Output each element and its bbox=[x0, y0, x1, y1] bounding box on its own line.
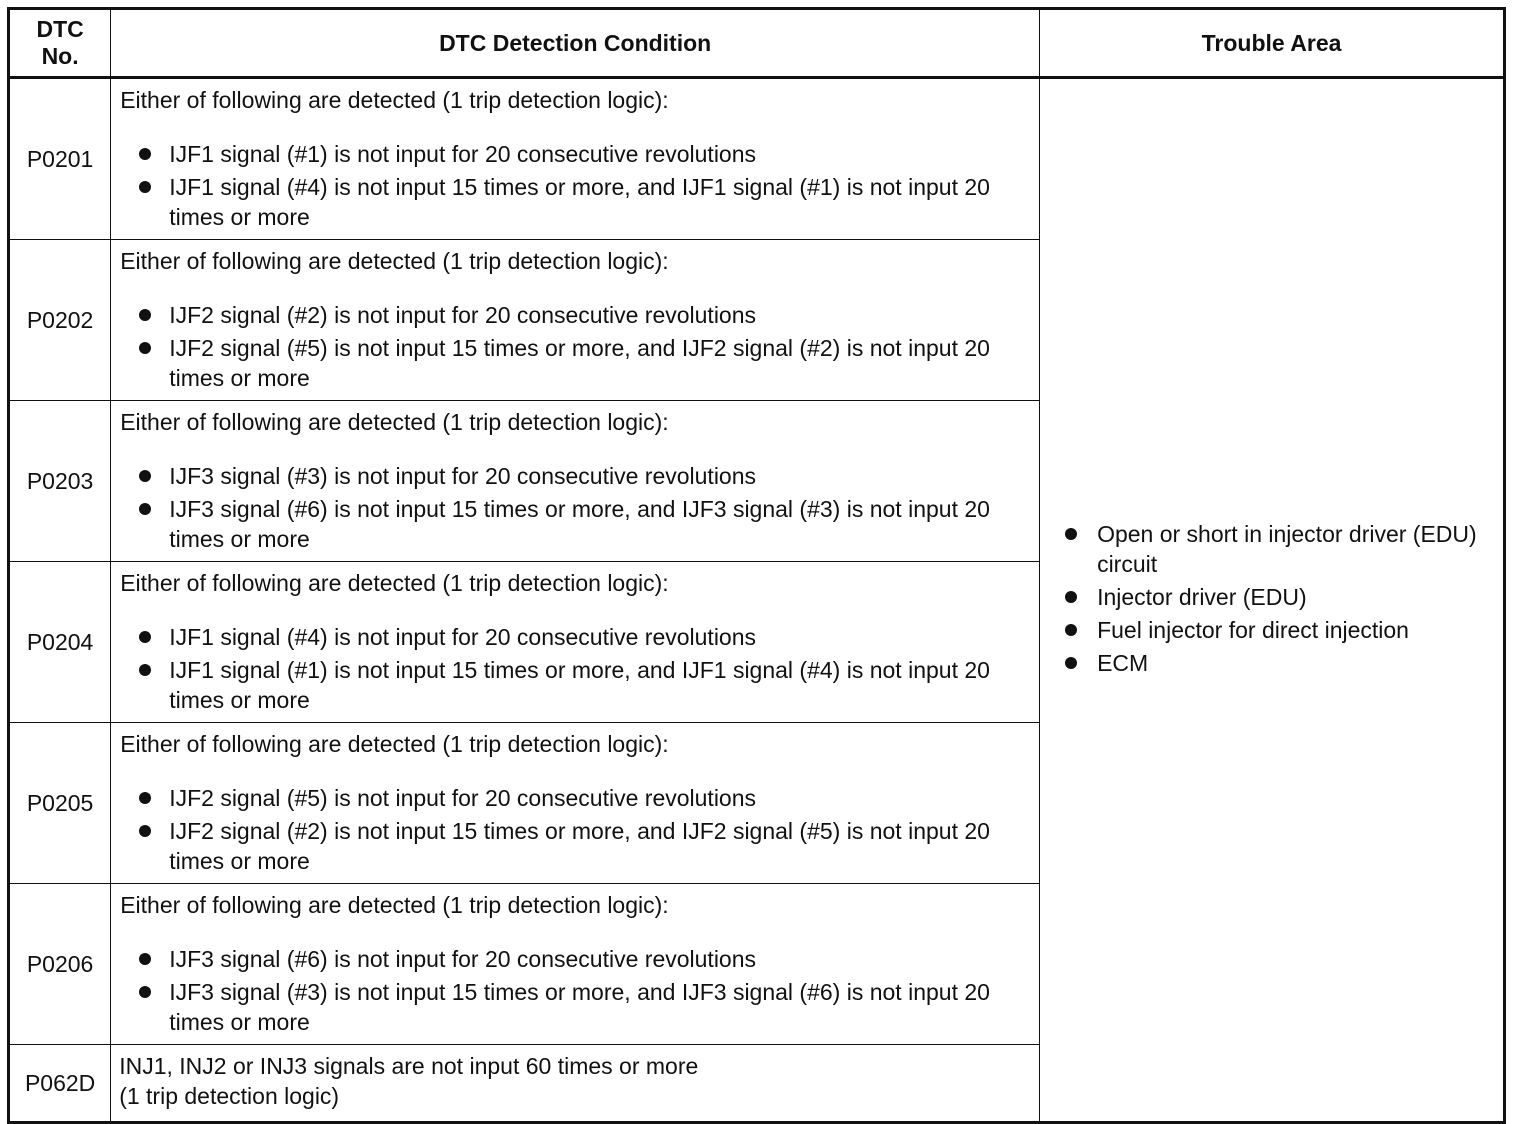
detection-condition bbox=[111, 240, 1040, 401]
header-trouble-area-label: Trouble Area bbox=[1201, 29, 1342, 56]
table-row bbox=[9, 78, 1505, 240]
header-dtc-no-label: DTC No. bbox=[36, 16, 84, 69]
condition-bullet: IJF1 signal (#4) is not input 15 times or more, and IJF1 signal (#1) is not input 20 times or more bbox=[136, 172, 1029, 232]
condition-intro: Either of following are detected (1 trip detection logic): bbox=[120, 570, 669, 596]
condition-bullet: IJF3 signal (#6) is not input 15 times or more, and IJF3 signal (#3) is not input 20 times or more bbox=[136, 494, 1029, 554]
condition-bullet: IJF3 signal (#6) is not input for 20 consecutive revolutions bbox=[136, 944, 1029, 974]
trouble-area-list bbox=[1062, 519, 1483, 678]
trouble-area-cell bbox=[1040, 78, 1505, 1123]
condition-bullet: IJF2 signal (#2) is not input for 20 consecutive revolutions bbox=[136, 300, 1029, 330]
condition-bullets bbox=[120, 461, 1029, 554]
header-row bbox=[9, 9, 1505, 78]
detection-condition bbox=[111, 562, 1040, 723]
condition-bullet: IJF1 signal (#1) is not input for 20 consecutive revolutions bbox=[136, 139, 1029, 169]
condition-intro: Either of following are detected (1 trip detection logic): bbox=[120, 248, 669, 274]
condition-bullets bbox=[120, 300, 1029, 393]
condition-line: (1 trip detection logic) bbox=[119, 1083, 340, 1109]
dtc-code: P0204 bbox=[9, 562, 111, 723]
condition-intro: Either of following are detected (1 trip detection logic): bbox=[120, 731, 669, 757]
header-detection-condition bbox=[111, 9, 1040, 78]
condition-line: INJ1, INJ2 or INJ3 signals are not input 60 times or more bbox=[119, 1053, 699, 1079]
detection-condition bbox=[111, 723, 1040, 884]
dtc-code: P0206 bbox=[9, 884, 111, 1045]
detection-condition bbox=[111, 401, 1040, 562]
condition-bullets bbox=[120, 139, 1029, 232]
condition-intro: Either of following are detected (1 trip detection logic): bbox=[120, 892, 669, 918]
condition-bullet: IJF2 signal (#5) is not input 15 times or more, and IJF2 signal (#2) is not input 20 times or more bbox=[136, 333, 1029, 393]
condition-bullet: IJF1 signal (#4) is not input for 20 consecutive revolutions bbox=[136, 622, 1029, 652]
dtc-table bbox=[7, 7, 1506, 1124]
condition-bullets bbox=[120, 944, 1029, 1037]
header-condition-label: DTC Detection Condition bbox=[439, 29, 712, 56]
condition-bullets bbox=[120, 783, 1029, 876]
condition-intro: Either of following are detected (1 trip detection logic): bbox=[120, 409, 669, 435]
detection-condition bbox=[111, 884, 1040, 1045]
condition-bullet: IJF1 signal (#1) is not input 15 times or more, and IJF1 signal (#4) is not input 20 times or more bbox=[136, 655, 1029, 715]
header-trouble-area bbox=[1040, 9, 1505, 78]
condition-bullet: IJF2 signal (#5) is not input for 20 consecutive revolutions bbox=[136, 783, 1029, 813]
trouble-area-item: Injector driver (EDU) bbox=[1062, 582, 1483, 612]
dtc-code: P0202 bbox=[9, 240, 111, 401]
dtc-code: P0205 bbox=[9, 723, 111, 884]
condition-bullets bbox=[120, 622, 1029, 715]
header-dtc-no bbox=[9, 9, 111, 78]
condition-intro: Either of following are detected (1 trip detection logic): bbox=[120, 87, 669, 113]
condition-bullet: IJF3 signal (#3) is not input for 20 consecutive revolutions bbox=[136, 461, 1029, 491]
trouble-area-item: ECM bbox=[1062, 648, 1483, 678]
trouble-area-item: Fuel injector for direct injection bbox=[1062, 615, 1483, 645]
detection-condition bbox=[111, 1045, 1040, 1123]
condition-bullet: IJF2 signal (#2) is not input 15 times or more, and IJF2 signal (#5) is not input 20 times or more bbox=[136, 816, 1029, 876]
dtc-code: P062D bbox=[9, 1045, 111, 1123]
condition-bullet: IJF3 signal (#3) is not input 15 times or more, and IJF3 signal (#6) is not input 20 times or more bbox=[136, 977, 1029, 1037]
dtc-code: P0201 bbox=[9, 78, 111, 240]
detection-condition bbox=[111, 78, 1040, 240]
trouble-area-item: Open or short in injector driver (EDU) circuit bbox=[1062, 519, 1483, 579]
dtc-code: P0203 bbox=[9, 401, 111, 562]
